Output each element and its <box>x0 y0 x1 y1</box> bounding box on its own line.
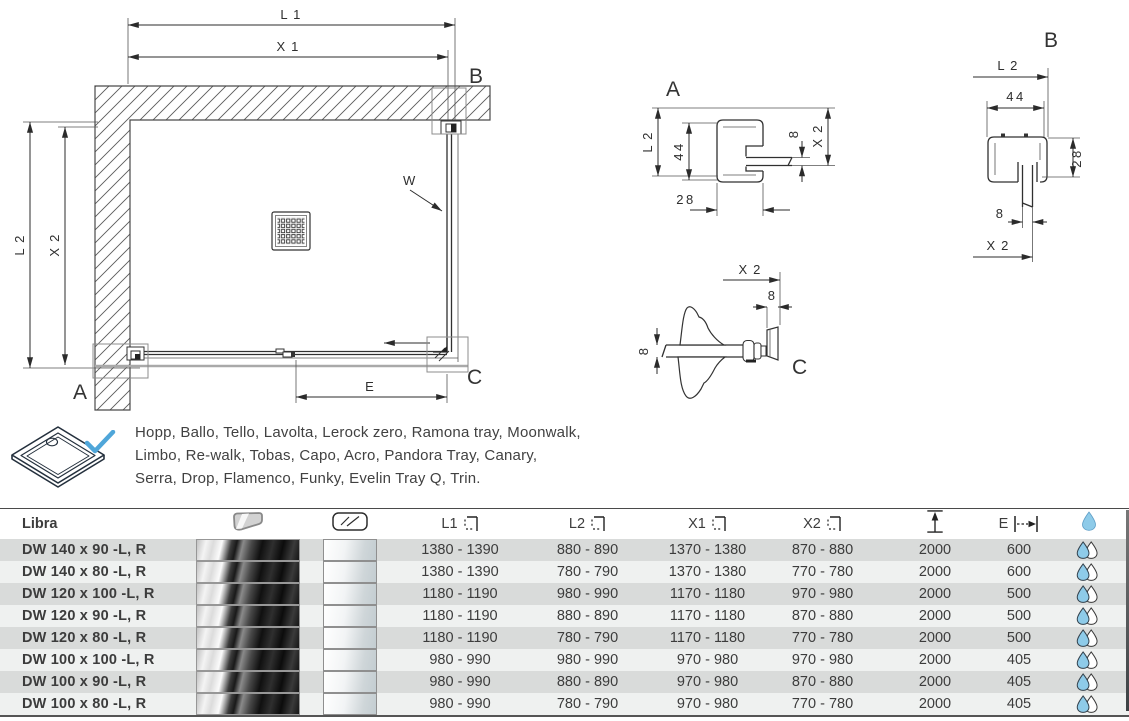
l1-value: 980 - 990 <box>429 673 491 690</box>
detail-a-dim-8 <box>786 130 810 182</box>
column-header-water <box>1048 509 1129 539</box>
e-value: 600 <box>1006 541 1032 558</box>
chrome-profile-swatch <box>196 671 300 693</box>
model-name: DW 120 x 80 -L, R <box>22 629 147 646</box>
l2-value: 880 - 890 <box>556 673 619 690</box>
x1-value: 1170 - 1180 <box>669 585 746 602</box>
height-value: 2000 <box>918 607 952 624</box>
x2-value: 970 - 980 <box>791 651 854 668</box>
plan-label-a: A <box>73 381 88 404</box>
check-icon <box>84 430 116 456</box>
l1-value: 1380 - 1390 <box>421 563 499 580</box>
wall-bracket <box>767 327 778 360</box>
e-value: 405 <box>1006 651 1032 668</box>
corner-bracket-b <box>441 121 461 134</box>
l1-value: 980 - 990 <box>429 651 491 668</box>
dim-label: 8 <box>767 288 777 303</box>
table-row <box>0 693 1129 716</box>
detail-c-dim-8-left <box>636 328 657 374</box>
detail-b-dim-28 <box>1042 138 1084 177</box>
profile-finish-cell <box>190 693 305 716</box>
column-header-profile <box>190 509 305 539</box>
compatible-trays-line1: Hopp, Ballo, Tello, Lavolta, Lerock zero, Ramona tray, Moonwalk, <box>135 424 581 441</box>
e-value: 405 <box>1006 673 1032 690</box>
glass-type-cell <box>305 649 395 671</box>
water-rating-cell <box>1048 583 1129 605</box>
double-water-drop-icon <box>1075 672 1102 692</box>
chrome-profile-swatch <box>196 539 300 561</box>
l2-value: 980 - 990 <box>556 585 619 602</box>
dim-label: 28 <box>676 192 696 207</box>
detail-c-drawing <box>620 250 840 420</box>
dim-label: 44 <box>671 141 686 161</box>
profile-icon <box>229 510 267 533</box>
height-value: 2000 <box>918 673 952 690</box>
model-name: DW 140 x 80 -L, R <box>22 563 147 580</box>
column-header-x1 <box>650 509 765 539</box>
dim-label: L 2 <box>640 131 655 153</box>
e-value: 500 <box>1006 585 1032 602</box>
x1-value: 1370 - 1380 <box>668 541 747 558</box>
double-water-drop-icon <box>1075 540 1102 560</box>
dim-label-e: E <box>365 379 375 394</box>
chrome-profile-swatch <box>196 561 300 583</box>
column-header-x2 <box>765 509 880 539</box>
col-label-x1: X1 <box>688 515 706 532</box>
height-value: 2000 <box>918 563 952 580</box>
dimension-x2 <box>47 127 98 365</box>
chrome-profile-swatch <box>196 583 300 605</box>
dim-label: 44 <box>1006 89 1026 104</box>
x2-value: 870 - 880 <box>791 541 854 558</box>
dim-label: 8 <box>995 206 1005 221</box>
detail-b-dim-8 <box>996 206 1047 262</box>
table-title: Libra <box>22 515 58 532</box>
door-shift-icon <box>1013 515 1039 533</box>
side-glass-panel <box>447 123 458 362</box>
wall-profile-section <box>988 134 1047 183</box>
profile-finish-cell <box>190 671 305 693</box>
e-value: 600 <box>1006 563 1032 580</box>
x2-value: 770 - 780 <box>791 563 854 580</box>
model-name: DW 100 x 90 -L, R <box>22 673 147 690</box>
col-label-x2: X2 <box>803 515 821 532</box>
water-drop-icon <box>1079 511 1099 532</box>
table-row <box>0 627 1129 649</box>
double-water-drop-icon <box>1075 584 1102 604</box>
door-handle-profile <box>678 307 725 398</box>
col-label-l2: L2 <box>568 515 586 532</box>
x1-value: 970 - 980 <box>676 695 739 712</box>
glass-type-cell <box>305 671 395 693</box>
dim-label: 8 <box>786 129 801 139</box>
corner-bracket-a <box>127 347 144 360</box>
dim-box-icon <box>463 515 479 532</box>
glass-section <box>1023 165 1033 207</box>
height-value: 2000 <box>918 541 952 558</box>
dim-label-x1: X 1 <box>276 39 300 54</box>
clear-glass-swatch <box>323 671 377 693</box>
x2-value: 770 - 780 <box>791 695 854 712</box>
e-value: 500 <box>1006 607 1032 624</box>
glass-type-cell <box>305 627 395 649</box>
x2-value: 970 - 980 <box>791 585 854 602</box>
height-icon <box>925 509 945 534</box>
column-header-l2 <box>525 509 650 539</box>
dim-label: X 2 <box>986 238 1010 253</box>
l1-value: 1380 - 1390 <box>421 541 499 558</box>
height-value: 2000 <box>918 651 952 668</box>
column-header-glass <box>305 509 395 539</box>
water-rating-cell <box>1048 649 1129 671</box>
corner-connector-c <box>433 338 449 361</box>
x2-value: 770 - 780 <box>791 629 854 646</box>
detail-b-dim-44 <box>987 89 1044 137</box>
compatible-trays-line3: Serra, Drop, Flamenco, Funky, Evelin Tray Q, Trin. <box>135 469 481 487</box>
model-name: DW 120 x 90 -L, R <box>22 607 147 624</box>
glass-clamp <box>743 341 766 363</box>
detail-a-title: A <box>666 78 681 101</box>
l1-value: 1180 - 1190 <box>422 585 498 602</box>
compatible-trays-line2: Limbo, Re-walk, Tobas, Capo, Acro, Pandora Tray, Canary, <box>135 446 538 464</box>
double-water-drop-icon <box>1075 606 1102 626</box>
plan-label-b: B <box>469 65 484 88</box>
wall-profile-section <box>717 120 763 182</box>
model-name: DW 100 x 100 -L, R <box>22 651 155 668</box>
x1-value: 970 - 980 <box>676 673 739 690</box>
dim-label: 8 <box>636 346 651 356</box>
table-row <box>0 605 1129 627</box>
profile-finish-cell <box>190 649 305 671</box>
x1-value: 970 - 980 <box>676 651 739 668</box>
compatible-trays-text <box>135 422 605 491</box>
l1-value: 1180 - 1190 <box>422 629 498 646</box>
x1-value: 1170 - 1180 <box>669 607 746 624</box>
model-name: DW 100 x 80 -L, R <box>22 695 147 712</box>
table-header-row <box>0 509 1129 539</box>
glass-type-cell <box>305 605 395 627</box>
plan-drawing <box>0 0 560 420</box>
glass-section <box>746 158 792 166</box>
l2-value: 980 - 990 <box>556 651 619 668</box>
dim-label-l2: L 2 <box>12 234 27 256</box>
water-rating-cell <box>1048 671 1129 693</box>
e-value: 405 <box>1006 695 1032 712</box>
detail-a-drawing <box>630 20 870 250</box>
dim-label: L 2 <box>997 58 1019 73</box>
column-header-e <box>990 509 1048 539</box>
profile-finish-cell <box>190 561 305 583</box>
glass-icon <box>332 512 368 531</box>
profile-finish-cell <box>190 583 305 605</box>
double-water-drop-icon <box>1075 562 1102 582</box>
dim-box-icon <box>826 515 842 532</box>
glass-type-cell <box>305 583 395 605</box>
l1-value: 1180 - 1190 <box>422 607 498 624</box>
chrome-profile-swatch <box>196 605 300 627</box>
detail-a-dim-28 <box>676 183 790 216</box>
x1-value: 1170 - 1180 <box>669 629 746 646</box>
clear-glass-swatch <box>323 693 377 715</box>
clear-glass-swatch <box>323 605 377 627</box>
table-row <box>0 539 1129 561</box>
glass-type-cell <box>305 561 395 583</box>
clear-glass-swatch <box>323 583 377 605</box>
dim-label: 28 <box>1069 148 1084 168</box>
clear-glass-swatch <box>323 539 377 561</box>
l2-value: 880 - 890 <box>556 607 619 624</box>
water-rating-cell <box>1048 627 1129 649</box>
l2-value: 780 - 790 <box>556 629 619 646</box>
chrome-profile-swatch <box>196 649 300 671</box>
table-row <box>0 561 1129 583</box>
plan-label-c: C <box>467 366 483 389</box>
detail-c-dim-8-top <box>753 288 792 328</box>
l1-value: 980 - 990 <box>429 695 491 712</box>
dim-box-icon <box>711 515 727 532</box>
glass-width-callout <box>403 173 442 211</box>
dim-label-x2-plan: X 2 <box>47 233 62 257</box>
chrome-profile-swatch <box>196 693 300 715</box>
model-name: DW 140 x 90 -L, R <box>22 541 147 558</box>
x2-value: 870 - 880 <box>791 673 854 690</box>
detail-b-drawing <box>930 10 1129 280</box>
double-water-drop-icon <box>1075 628 1102 648</box>
table-row <box>0 671 1129 693</box>
table-row <box>0 583 1129 605</box>
height-value: 2000 <box>918 629 952 646</box>
profile-finish-cell <box>190 539 305 561</box>
dim-label-l1: L 1 <box>280 7 302 22</box>
height-value: 2000 <box>918 585 952 602</box>
clear-glass-swatch <box>323 561 377 583</box>
water-rating-cell <box>1048 539 1129 561</box>
chrome-profile-swatch <box>196 627 300 649</box>
double-water-drop-icon <box>1075 650 1102 670</box>
table-row <box>0 649 1129 671</box>
dim-label: X 2 <box>810 124 825 148</box>
door-handle <box>276 349 295 357</box>
detail-b-dim-x2 <box>973 238 1033 257</box>
profile-finish-cell <box>190 627 305 649</box>
col-label-e: E <box>998 515 1009 532</box>
sliding-door <box>95 349 468 366</box>
glass-section <box>662 345 748 357</box>
column-header-l1 <box>395 509 525 539</box>
column-header-height <box>880 509 990 539</box>
glass-type-cell <box>305 693 395 716</box>
dim-box-icon <box>590 515 606 532</box>
water-rating-cell <box>1048 605 1129 627</box>
water-rating-cell <box>1048 693 1129 716</box>
l2-value: 780 - 790 <box>556 563 619 580</box>
detail-a-dim-44 <box>671 123 718 180</box>
l2-value: 880 - 890 <box>556 541 619 558</box>
glass-type-cell <box>305 539 395 561</box>
x2-value: 870 - 880 <box>791 607 854 624</box>
clear-glass-swatch <box>323 627 377 649</box>
double-water-drop-icon <box>1075 694 1102 714</box>
col-label-l1: L1 <box>441 515 458 532</box>
clear-glass-swatch <box>323 649 377 671</box>
height-value: 2000 <box>918 695 952 712</box>
dim-label: X 2 <box>738 262 762 277</box>
model-name: DW 120 x 100 -L, R <box>22 585 155 602</box>
profile-finish-cell <box>190 605 305 627</box>
detail-b-title: B <box>1044 29 1059 52</box>
spec-table <box>0 508 1129 717</box>
e-value: 500 <box>1006 629 1032 646</box>
drain-grate <box>272 212 310 250</box>
detail-c-title: C <box>792 356 808 379</box>
l2-value: 780 - 790 <box>556 695 619 712</box>
water-rating-cell <box>1048 561 1129 583</box>
label-w: W <box>403 173 417 188</box>
x1-value: 1370 - 1380 <box>668 563 747 580</box>
